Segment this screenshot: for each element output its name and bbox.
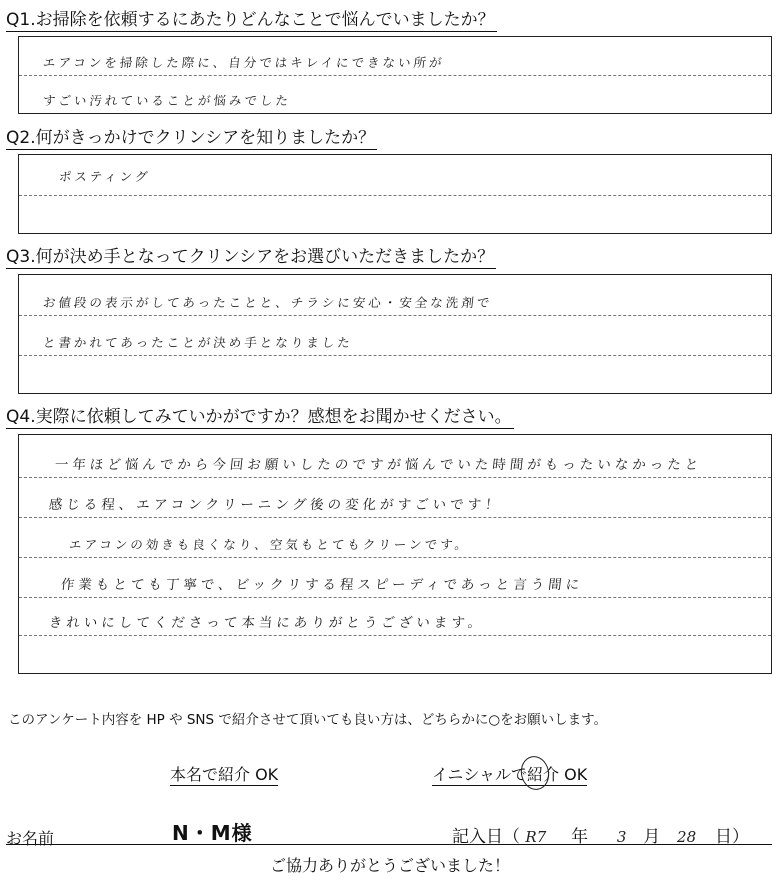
- handwritten-answer: お値段の表示がしてあったことと、チラシに安心・安全な洗剤で: [42, 295, 494, 310]
- option-initials[interactable]: イニシャルで紹介 OK: [432, 762, 587, 786]
- answer-line: [19, 355, 771, 393]
- answer-line: [19, 195, 771, 233]
- handwritten-answer: エアコンを掃除した際に、自分ではキレイにできない所が: [42, 55, 446, 70]
- handwritten-answer: 感じる程、エアコンクリーニング後の変化がすごいです！: [47, 497, 504, 513]
- signature-underline: [6, 844, 772, 845]
- name-label: お名前: [6, 829, 55, 848]
- thanks-message: ご協力ありがとうございました！: [269, 856, 510, 875]
- answer-line: [19, 75, 771, 113]
- answer-box-4: [18, 434, 772, 674]
- question-3-label: Q3.何が決め手となってクリンシアをお選びいただきましたか？: [6, 247, 495, 267]
- answer-line: [19, 37, 771, 76]
- handwritten-answer: エアコンの効きも良くなり、空気もとてもクリーンです。: [68, 537, 471, 552]
- answer-line: [19, 477, 771, 518]
- answer-line: [19, 557, 771, 598]
- consent-note: このアンケート内容を HP や SNS で紹介させて頂いても良い方は、どちらかに○をお願いします。: [8, 712, 608, 728]
- handwritten-answer: と書かれてあったことが決め手となりました: [42, 335, 354, 350]
- question-4-label: Q4.実際に依頼してみていかがですか？感想をお聞かせください。: [6, 407, 512, 427]
- answer-line: [19, 635, 771, 673]
- date-year-label: 年: [571, 827, 589, 847]
- date-era-year: R7: [525, 828, 547, 846]
- question-2-label: Q2.何がきっかけでクリンシアを知りましたか？: [6, 128, 376, 148]
- answer-line: [19, 315, 771, 356]
- answer-box-3: [18, 274, 772, 394]
- date-day-label: 日）: [714, 827, 749, 847]
- date-label: 記入日（: [452, 827, 520, 847]
- answer-box-2: [18, 154, 772, 234]
- handwritten-answer: ポスティング: [58, 169, 152, 184]
- handwritten-answer: きれいにしてくださって本当にありがとうございます。: [47, 615, 487, 631]
- handwritten-answer: 一年ほど悩んでから今回お願いしたのですが悩んでいた時間がもったいなかったと: [53, 457, 704, 473]
- handdrawn-circle-mark: [518, 753, 552, 792]
- date-month: 3: [616, 828, 627, 846]
- answer-line: [19, 597, 771, 636]
- answer-line: [19, 517, 771, 558]
- handwritten-answer: すごい汚れていることが悩みでした: [42, 93, 292, 108]
- answer-line: [19, 155, 771, 196]
- date-month-label: 月: [643, 827, 661, 847]
- question-1-label: Q1.お掃除を依頼するにあたりどんなことで悩んでいましたか？: [6, 10, 495, 30]
- name-value: N・M様: [172, 821, 253, 845]
- date-day: 28: [677, 828, 697, 846]
- option-real-name[interactable]: 本名で紹介 OK: [170, 762, 278, 786]
- answer-line: [19, 275, 771, 316]
- answer-line: [19, 435, 771, 478]
- answer-box-1: [18, 36, 772, 114]
- handwritten-answer: 作業もとても丁寧で、ビックリする程スピーディであっと言う間に: [59, 577, 585, 593]
